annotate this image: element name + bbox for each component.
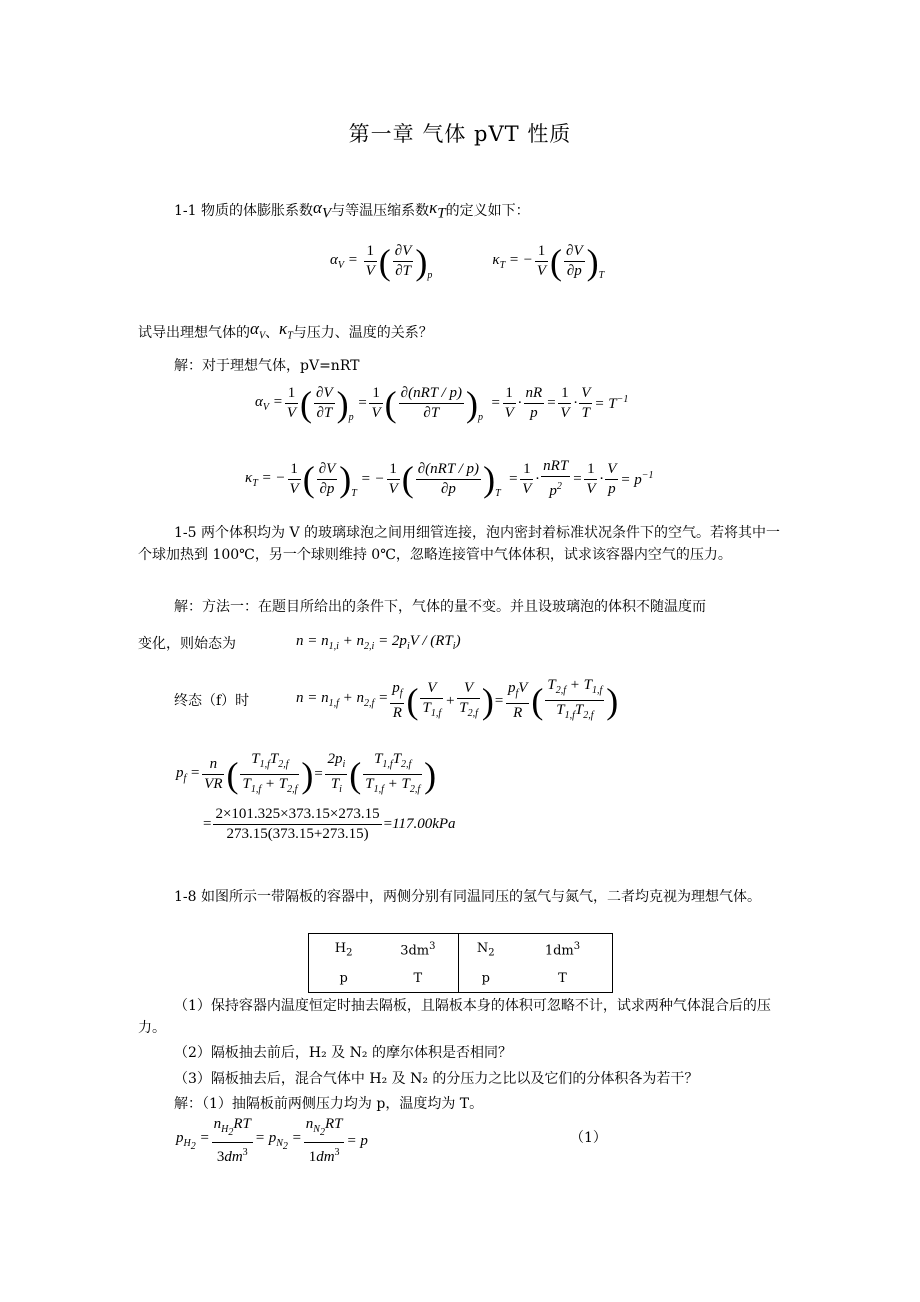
solution-1-1-intro: 解：对于理想气体，pV=nRT (174, 358, 360, 374)
alpha-derivation: $\alpha_V$ = $\frac{1}{V}$ ( ∂V ∂T ) $_p$ = $\frac{1}{V}$ ( ∂(nRT / p) ∂T ) $_p$ = $\frac{1}{V}$ · $\frac{nR}{p}$ = $\frac{1}{V}$ · $\frac{V}{T}$ = $T^{-1}$ (255, 383, 629, 424)
problem-1-8: 1-8 如图所示一带隔板的容器中，两侧分别有同温同压的氢气与氮气，二者均克视为理想气体。 (174, 889, 761, 905)
final-pressure-calc: = $\frac{2\times 101.325\times 373.15\times 273.15}{273.15(373.15+273.15)}$ = 117.00kPa (203, 806, 456, 842)
solution-1-5-method1: 解：方法一：在题目所给出的条件下，气体的量不变。并且设玻璃泡的体积不随温度而 (174, 599, 706, 615)
container-diagram: $H_2$ $3dm^3$ $N_2$ $1dm^3$ p T p T (308, 933, 613, 993)
initial-state: 变化，则始态为 $n = n_{1,i} + n_{2,i} = 2p_iV / (RT_i)$ (138, 633, 461, 652)
problem-1-5: 1-5 两个体积均为 V 的玻璃球泡之间用细管连接，泡内密封着标准状况条件下的空气。若将其中一个球加热到 100℃，另一个球则维持 0℃，忽略连接管中气体体积，试求该容器内空气的压力。 (138, 525, 781, 563)
question-1: （1）保持容器内温度恒定时抽去隔板，且隔板本身的体积可忽略不计，试求两种气体混合后的压力。 (138, 998, 771, 1036)
pressure-equation: $p_{H_2}$ = $\frac{n_{H_2}RT}{3dm^3}$ = $p_{N_2}$ = $\frac{n_{N_2}RT}{1dm^3}$ = p (176, 1116, 368, 1165)
final-state: 终态（f）时 $n = n_{1,f} + n_{2,f}$ = $\frac{p_f}{R}$ ( V $T_{1,f}$ + $\frac{V}{T_{2,f}}$ ) = $p_fV$ R ( $T_{2,f} + T_{1,f}$ $T_{1,f}T_{2,f}$ ) (174, 677, 619, 721)
solution-1-8-intro: 解：（1）抽隔板前两侧压力均为 p，温度均为 T。 (174, 1096, 484, 1112)
definition-equations: $\alpha_V$ = $\frac{1}{V}$ ( ∂V ∂T ) $_p$ $\kappa_T$ = − $\frac{1}{V}$ ( ∂V ∂p ) $_T$ (330, 241, 605, 282)
problem-1-1-intro: 1-1 物质的体膨胀系数 $\alpha_V$ 与等温压缩系数 $\kappa_T$ 的定义如下： (174, 198, 530, 222)
problem-1-1-question: 试导出理想气体的 $\alpha_V$ 、 $\kappa_T$ 与压力、温度的关系？ (138, 319, 433, 342)
equation-number: （1） (570, 1130, 607, 1146)
kappa-derivation: $\kappa_T$ = − $\frac{1}{V}$ ( ∂V ∂p ) $_T$ = − $\frac{1}{V}$ ( ∂(nRT / p) ∂p ) $_T$ = $\frac{1}{V}$ · nRT $p^2$ = $\frac{1}{V}$ · $\frac{V}{p}$ = $p^{-1}$ (245, 458, 654, 499)
page-title: 第一章 气体 pVT 性质 (348, 122, 572, 146)
final-pressure-formula: $p_f$ = $\frac{n}{VR}$ ( $T_{1,f}T_{2,f}$ $T_{1,f} + T_{2,f}$ ) = $\frac{2p_i}{T_i}$ ( $T_{1,f}T_{2,f}$ $T_{1,f} + T_{2,f}$ ) (176, 751, 437, 795)
question-2: （2）隔板抽去前后，H₂ 及 N₂ 的摩尔体积是否相同？ (174, 1045, 512, 1061)
question-3: （3）隔板抽去后，混合气体中 H₂ 及 N₂ 的分压力之比以及它们的分体积各为若干？ (174, 1071, 699, 1087)
